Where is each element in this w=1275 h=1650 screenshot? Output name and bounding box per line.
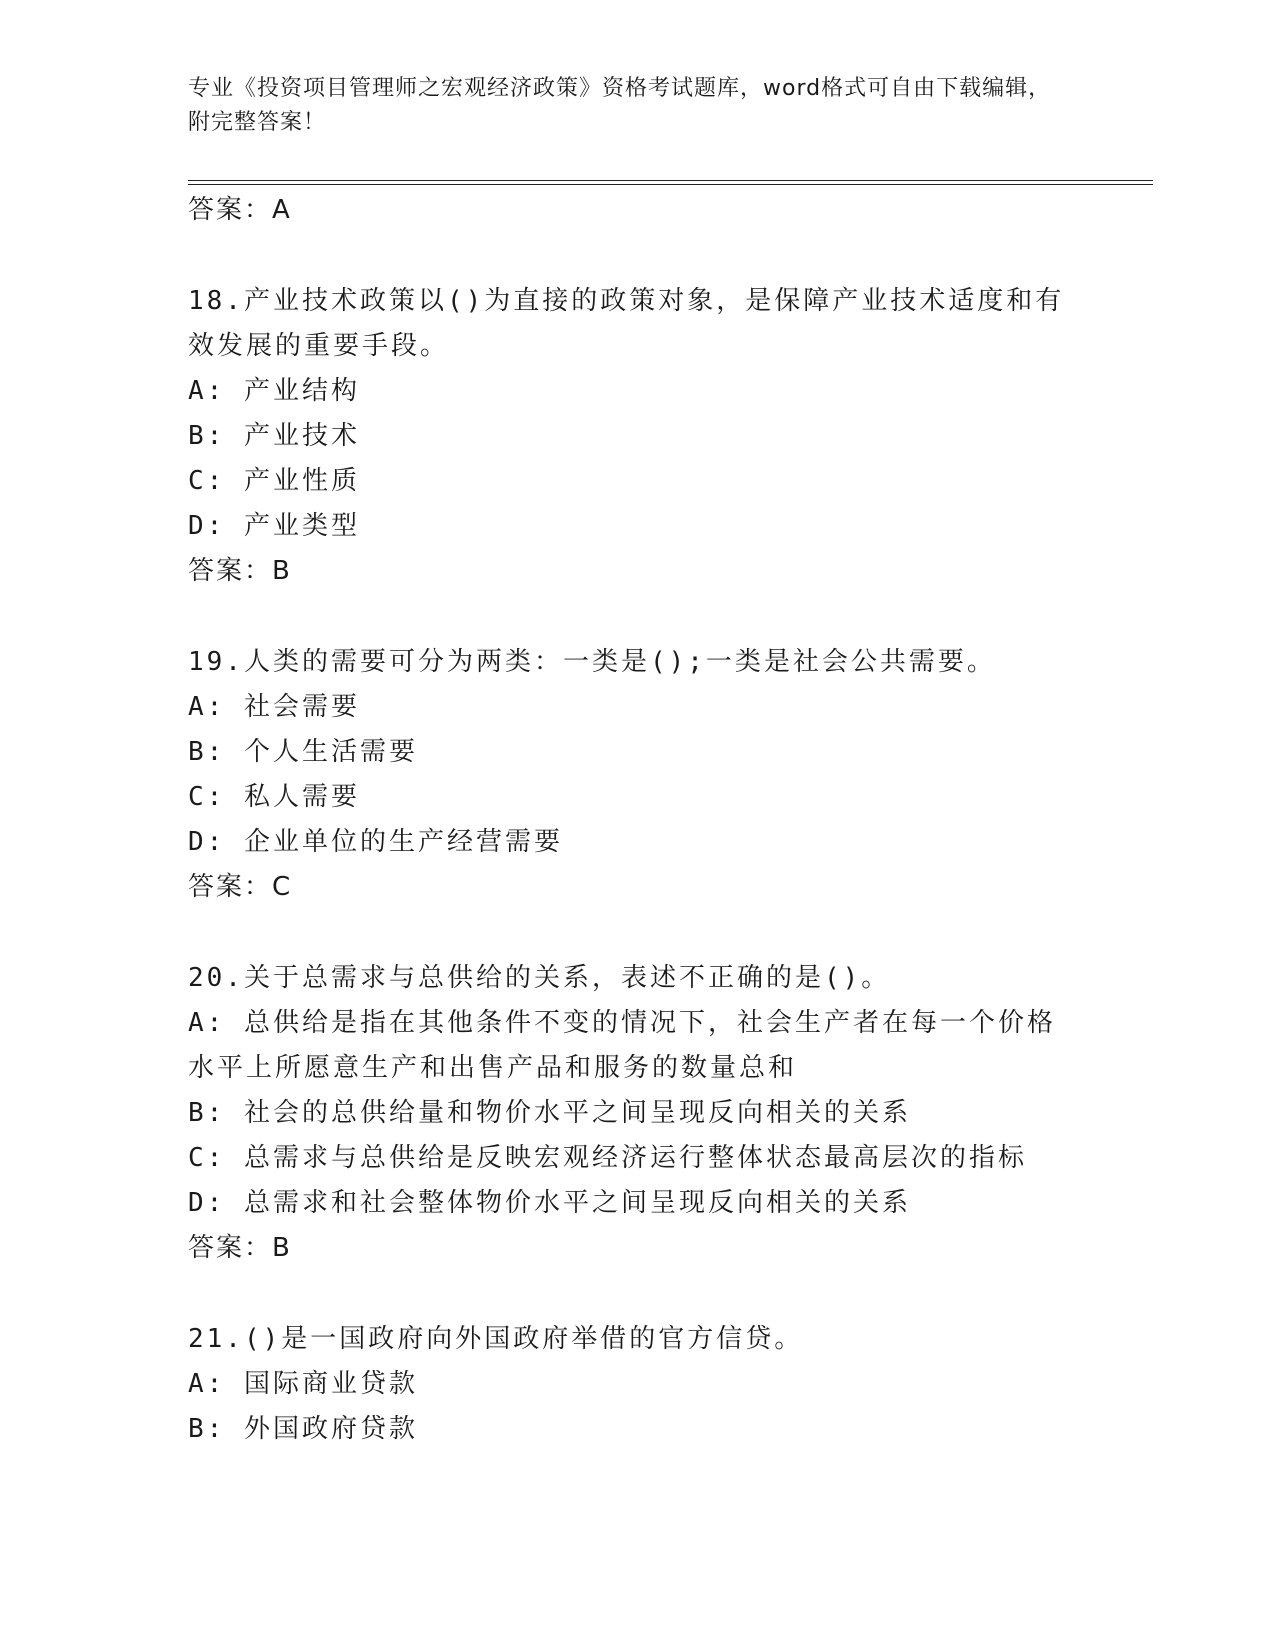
question-stem: 20.关于总需求与总供给的关系，表述不正确的是()。 xyxy=(188,963,891,993)
header-divider-top xyxy=(188,180,1153,181)
spacer xyxy=(188,233,1153,279)
question-item xyxy=(188,956,1153,1271)
option-a: A: 社会需要 xyxy=(188,692,360,722)
option-a: A: 总供给是指在其他条件不变的情况下，社会生产者在每一个价格水平上所愿意生产和出售产品和服务的数量总和 xyxy=(188,1008,1056,1083)
question-stem: 19.人类的需要可分为两类：一类是();一类是社会公共需要。 xyxy=(188,647,996,677)
answer-line: 答案：B xyxy=(188,556,292,586)
answer-line: 答案：B xyxy=(188,1233,292,1263)
question-stem: 21.()是一国政府向外国政府举借的官方信贷。 xyxy=(188,1324,804,1354)
question-item xyxy=(188,640,1153,910)
previous-answer: 答案：A xyxy=(188,195,292,225)
option-b: B: 外国政府贷款 xyxy=(188,1414,418,1444)
option-b: B: 产业技术 xyxy=(188,421,360,451)
question-stem: 18.产业技术政策以()为直接的政策对象，是保障产业技术适度和有效发展的重要手段。 xyxy=(188,286,1065,361)
answer-line: 答案：C xyxy=(188,872,293,902)
header-divider-bottom xyxy=(188,184,1153,185)
option-c: C: 总需求与总供给是反映宏观经济运行整体状态最高层次的指标 xyxy=(188,1143,1027,1173)
option-b: B: 个人生活需要 xyxy=(188,737,418,767)
spacer xyxy=(188,1271,1153,1317)
spacer xyxy=(188,910,1153,956)
spacer xyxy=(188,594,1153,640)
option-d: D: 企业单位的生产经营需要 xyxy=(188,827,563,857)
option-d: D: 产业类型 xyxy=(188,511,360,541)
question-item xyxy=(188,1317,1153,1452)
option-b: B: 社会的总供给量和物价水平之间呈现反向相关的关系 xyxy=(188,1098,911,1128)
option-d: D: 总需求和社会整体物价水平之间呈现反向相关的关系 xyxy=(188,1188,911,1218)
question-item xyxy=(188,279,1153,594)
option-a: A: 国际商业贷款 xyxy=(188,1369,418,1399)
question-list xyxy=(188,188,1153,1452)
option-a: A: 产业结构 xyxy=(188,376,360,406)
document-header: 专业《投资项目管理师之宏观经济政策》资格考试题库，word格式可自由下载编辑，附完整答案！ xyxy=(188,76,1052,135)
option-c: C: 产业性质 xyxy=(188,466,360,496)
option-c: C: 私人需要 xyxy=(188,782,360,812)
